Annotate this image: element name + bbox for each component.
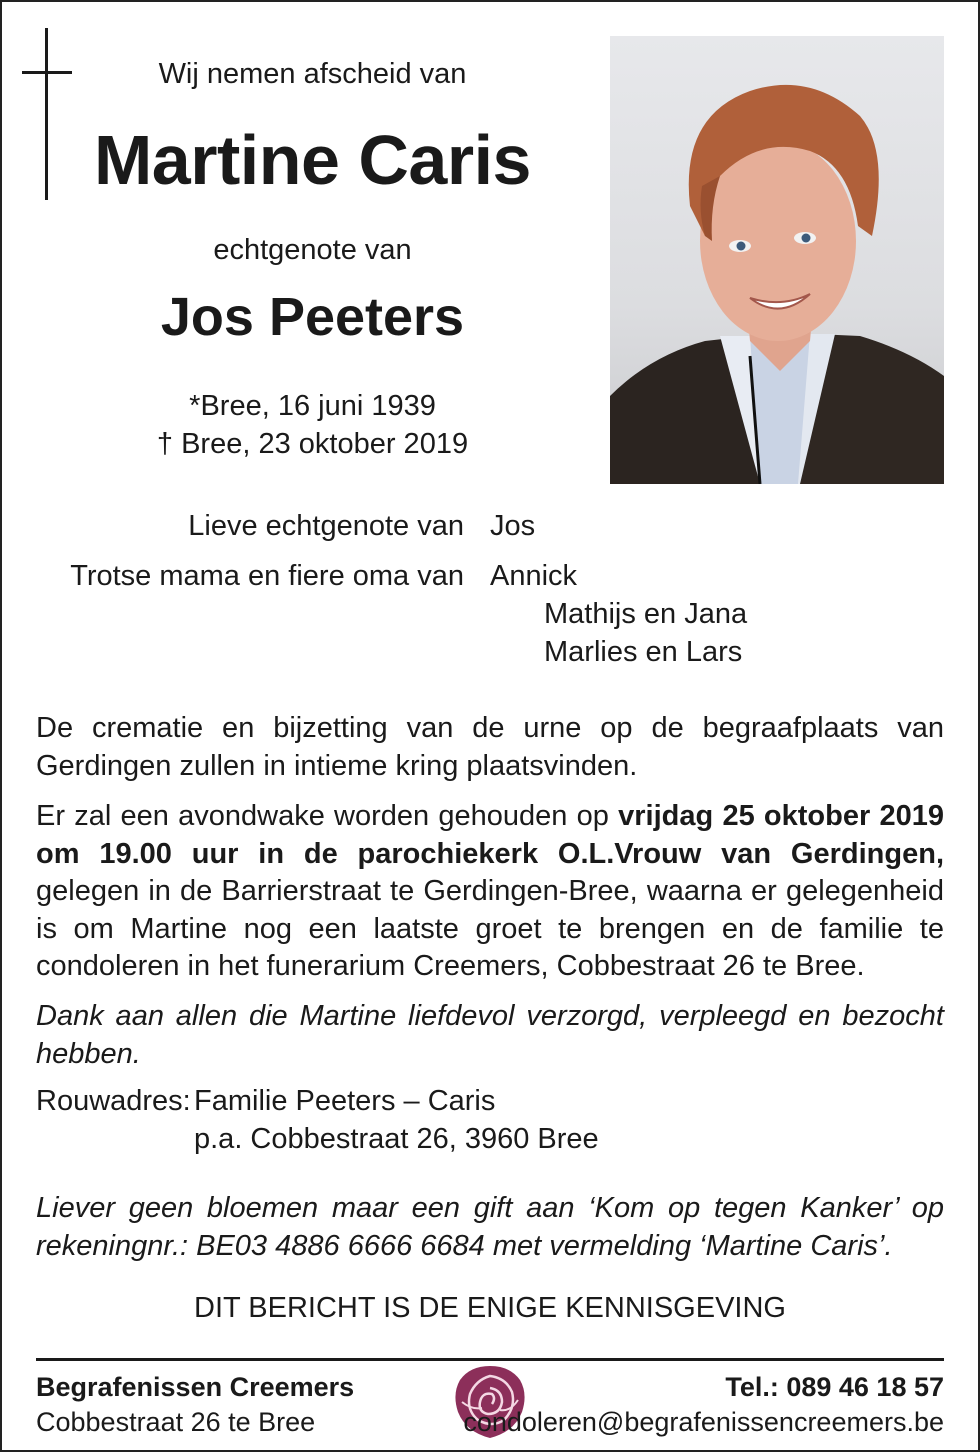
cremation-paragraph: De crematie en bijzetting van de urne op de begraafplaats van Gerdingen zullen in intieme kring plaatsvinden. (36, 712, 944, 782)
grandchildren-line: Mathijs en Jana (544, 598, 748, 630)
company-email: condoleren@begrafenissencreemers.be (463, 1407, 944, 1437)
wake-text-before: Er zal een avondwake worden gehouden op (36, 800, 619, 832)
portrait-photo (610, 36, 944, 484)
donation-paragraph: Liever geen bloemen maar een gift aan ‘Kom op tegen Kanker’ op rekeningnr.: BE03 4886 6666 6684 met vermelding ‘Martine Caris’. (36, 1192, 944, 1262)
deceased-name: Martine Caris (94, 121, 531, 199)
wake-date-bold: vrijdag 25 oktober 2019 om 19.00 uur in de parochiekerk O.L.Vrouw van Gerdingen, (36, 800, 945, 870)
spouse-relation-label: Lieve echtgenote van (188, 510, 464, 542)
grandchildren-line: Marlies en Lars (544, 636, 743, 668)
address-label: Rouwadres: (36, 1085, 191, 1117)
intro-text: Wij nemen afscheid van (158, 58, 467, 90)
address-line-1: Familie Peeters – Caris (194, 1085, 496, 1117)
wake-text-after: gelegen in de Barrierstraat te Gerdingen-Bree, waarna er gelegenheid is om Martine nog een laatste groet te brengen en de familie te condoleren in het funerarium Creemers, Cobbestraat 26 te Bree. (36, 875, 944, 982)
spouse-intro: echtgenote van (213, 234, 412, 266)
notice-text: DIT BERICHT IS DE ENIGE KENNISGEVING (194, 1292, 786, 1324)
portrait-illustration (610, 36, 944, 484)
address-line-2: p.a. Cobbestraat 26, 3960 Bree (194, 1123, 599, 1155)
family-relation-label: Trotse mama en fiere oma van (70, 560, 464, 592)
cross-icon (45, 28, 48, 200)
wake-paragraph (36, 798, 944, 986)
family-relation-value: Annick (490, 560, 578, 592)
death-line: † Bree, 23 oktober 2019 (156, 428, 469, 460)
footer-divider (36, 1358, 944, 1361)
spouse-relation-value: Jos (490, 510, 536, 542)
birth-line: *Bree, 16 juni 1939 (189, 390, 436, 422)
company-name: Begrafenissen Creemers (36, 1372, 355, 1402)
company-phone: Tel.: 089 46 18 57 (725, 1372, 944, 1402)
company-address: Cobbestraat 26 te Bree (36, 1407, 316, 1437)
thanks-paragraph: Dank aan allen die Martine liefdevol verzorgd, verpleegd en bezocht hebben. (36, 1000, 944, 1070)
spouse-name: Jos Peeters (160, 287, 465, 347)
